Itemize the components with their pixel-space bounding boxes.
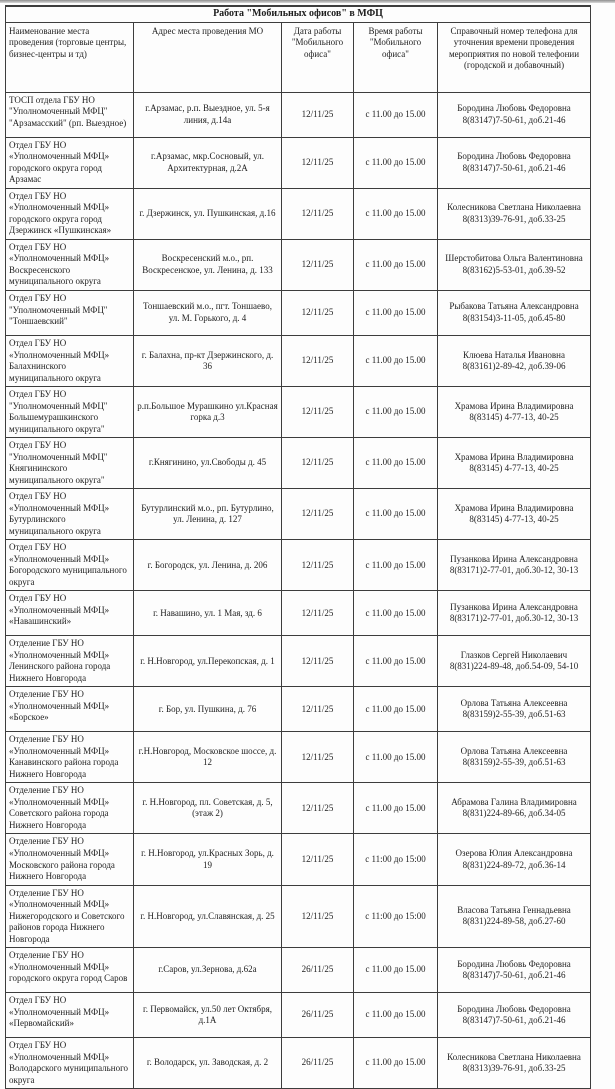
- time-cell: с 11.00 до 15.00: [354, 540, 438, 591]
- contact-phone-number: 8(83171)2-77-01, доб.30-12, 30-13: [449, 613, 579, 624]
- contact-cell: [438, 783, 591, 834]
- table-row: [6, 239, 591, 290]
- contact-cell: [438, 137, 591, 188]
- contact-cell: [438, 540, 591, 591]
- contact-person-name: Бородина Любовь Федоровна: [457, 151, 571, 162]
- contact-person-name: Клюева Наталья Ивановна: [463, 349, 565, 360]
- contact-person-name: Храмова Ирина Владимировна: [454, 502, 574, 513]
- contact-phone-number: 8(831)224-89-66, доб.34-05: [462, 808, 566, 819]
- contact-cell: [438, 335, 591, 386]
- contact-person-name: Колесникова Светлана Николаевна: [447, 202, 581, 213]
- date-cell: 12/11/25: [282, 387, 354, 438]
- contact-phone-number: 8(83145) 4-77-13, 40-25: [469, 514, 559, 525]
- time-cell: с 11.00 до 15.00: [354, 188, 438, 239]
- contact-cell: [438, 591, 591, 636]
- address-cell: г. Дзержинск, ул. Пушкинская, д.16: [134, 188, 282, 239]
- table-row: [6, 489, 591, 540]
- contact-cell: [438, 993, 591, 1038]
- date-cell: 12/11/25: [282, 137, 354, 188]
- address-cell: г.Н.Новгород, Московское шоссе, д. 12: [134, 732, 282, 783]
- table-row: [6, 948, 591, 993]
- contact-person-name: Пузанкова Ирина Александровна: [450, 553, 578, 564]
- contact-cell: [438, 885, 591, 948]
- date-cell: 26/11/25: [282, 993, 354, 1038]
- time-cell: с 11.00 до 15.00: [354, 92, 438, 137]
- org-name-cell: Отделение ГБУ НО «Уполномоченный МФЦ» Московского района города Нижнего Новгорода: [6, 834, 134, 885]
- table-row: [6, 591, 591, 636]
- address-cell: г.Княгинино, ул.Свободы д. 45: [134, 438, 282, 489]
- address-cell: г.Арзамас, р.п. Выездное, ул. 5-я линия, д.14а: [134, 92, 282, 137]
- table-row: [6, 732, 591, 783]
- contact-person-name: Абрамова Галина Владимировна: [451, 796, 577, 807]
- org-name-cell: Отделение ГБУ НО «Уполномоченный МФЦ» городского округа город Саров: [6, 948, 134, 993]
- org-name-cell: Отдел ГБУ НО «Уполномоченный МФЦ» Бутурлинского муниципального округа: [6, 489, 134, 540]
- contact-phone-number: 8(83147)7-50-61, доб.21-46: [462, 162, 566, 173]
- address-cell: р.п.Большое Мурашкино ул.Красная горка д.3: [134, 387, 282, 438]
- contact-phone-number: 8(831)224-89-48, доб.54-09, 54-10: [449, 661, 579, 672]
- address-cell: г. Н.Новгород, ул.Красных Зорь, д. 19: [134, 834, 282, 885]
- time-cell: с 11.00 до 15.00: [354, 290, 438, 335]
- address-cell: г. Навашино, ул. 1 Мая, зд. 6: [134, 591, 282, 636]
- org-name-cell: Отдел ГБУ НО "Уполномоченный МФЦ" Большемурашкинского муниципального округа": [6, 387, 134, 438]
- time-cell: с 11.00 до 15.00: [354, 948, 438, 993]
- address-cell: г. Первомайск, ул.50 лет Октября, д.1А: [134, 993, 282, 1038]
- column-header-time: Время работы "Мобильного офиса": [354, 22, 438, 92]
- column-header-date: Дата работы "Мобильного офиса": [282, 22, 354, 92]
- contact-person-name: Шерстобитова Ольга Валентиновна: [445, 253, 583, 264]
- contact-phone-number: 8(83154)3-11-05, доб.45-80: [462, 312, 566, 323]
- time-cell: с 11.00 до 15.00: [354, 239, 438, 290]
- contact-person-name: Глазков Сергей Николаевич: [460, 649, 568, 660]
- address-cell: г.Арзамас, мкр.Сосновый, ул. Архитектурная, д.2А: [134, 137, 282, 188]
- contact-phone-number: 8(83147)7-50-61, доб.21-46: [462, 1015, 566, 1026]
- date-cell: 12/11/25: [282, 834, 354, 885]
- contact-phone-number: 8(831)224-89-72, доб.36-14: [462, 859, 566, 870]
- table-row: [6, 137, 591, 188]
- org-name-cell: Отделение ГБУ НО «Уполномоченный МФЦ» Канавинского района города Нижнего Новгорода: [6, 732, 134, 783]
- org-name-cell: Отдел ГБУ НО «Уполномоченный МФЦ» городского округа город Арзамас: [6, 137, 134, 188]
- date-cell: 12/11/25: [282, 885, 354, 948]
- contact-phone-number: 8(83162)5-53-01, доб.39-52: [462, 264, 566, 275]
- table-row: [6, 540, 591, 591]
- time-cell: с 11:00 до 15:00: [354, 885, 438, 948]
- contact-cell: [438, 687, 591, 732]
- time-cell: с 11.00 до 15.00: [354, 783, 438, 834]
- address-cell: Бутурлинский м.о., рп. Бутурлино, ул. Ленина, д. 127: [134, 489, 282, 540]
- table-row: [6, 387, 591, 438]
- org-name-cell: Отделение ГБУ НО «Уполномоченный МФЦ» Ленинского района города Нижнего Новгорода: [6, 636, 134, 687]
- date-cell: 12/11/25: [282, 239, 354, 290]
- contact-person-name: Озерова Юлия Александровна: [455, 848, 573, 858]
- contact-phone-number: 8(83145) 4-77-13, 40-25: [469, 463, 559, 474]
- mobile-offices-schedule-table: [5, 5, 591, 1089]
- contact-cell: [438, 387, 591, 438]
- address-cell: г. Богородск, ул. Ленина, д. 206: [134, 540, 282, 591]
- date-cell: 12/11/25: [282, 188, 354, 239]
- time-cell: с 11.00 до 15.00: [354, 489, 438, 540]
- table-row: [6, 290, 591, 335]
- date-cell: 12/11/25: [282, 335, 354, 386]
- table-row: [6, 188, 591, 239]
- time-cell: с 11.00 до 15.00: [354, 335, 438, 386]
- document-page: [0, 3, 615, 1089]
- time-cell: с 11.00 до 15.00: [354, 687, 438, 732]
- contact-cell: [438, 834, 591, 885]
- contact-person-name: Бородина Любовь Федоровна: [457, 1003, 571, 1014]
- contact-phone-number: 8(8313)39-76-91, доб.33-25: [462, 213, 566, 224]
- column-header-address: Адрес места проведения МО: [134, 22, 282, 92]
- date-cell: 12/11/25: [282, 489, 354, 540]
- contact-phone-number: 8(83147)7-50-61, доб.21-46: [462, 970, 566, 981]
- contact-phone-number: 8(83159)2-55-39, доб.51-63: [462, 757, 566, 768]
- contact-cell: [438, 239, 591, 290]
- date-cell: 12/11/25: [282, 636, 354, 687]
- contact-phone-number: 8(83171)2-77-01, доб.30-12, 30-13: [449, 565, 579, 576]
- address-cell: г. Бор, ул. Пушкина, д. 76: [134, 687, 282, 732]
- table-row: [6, 438, 591, 489]
- time-cell: с 11.00 до 15.00: [354, 387, 438, 438]
- time-cell: с 11.00 до 15.00: [354, 438, 438, 489]
- contact-person-name: Власова Татьяна Геннадьевна: [457, 904, 571, 915]
- contact-person-name: Пузанкова Ирина Александровна: [450, 601, 578, 612]
- contact-cell: [438, 1038, 591, 1089]
- contact-cell: [438, 438, 591, 489]
- table-body: [6, 92, 591, 1088]
- contact-person-name: Орлова Татьяна Алексеевна: [460, 697, 568, 708]
- date-cell: 12/11/25: [282, 92, 354, 137]
- address-cell: г.Саров, ул.Зернова, д.62а: [134, 948, 282, 993]
- column-headers-row: [6, 22, 591, 92]
- time-cell: с 11.00 до 15.00: [354, 137, 438, 188]
- contact-cell: [438, 948, 591, 993]
- date-cell: 26/11/25: [282, 948, 354, 993]
- address-cell: г. Володарск, ул. Заводская, д. 2: [134, 1038, 282, 1089]
- contact-person-name: Бородина Любовь Федоровна: [457, 103, 571, 114]
- org-name-cell: Отдел ГБУ НО "Уполномоченный МФЦ" Княгининского муниципального округа": [6, 438, 134, 489]
- column-header-phone: Справочный номер телефона для уточнения времени проведения мероприятия по новой телефонии (городской и добавочный): [438, 22, 591, 92]
- org-name-cell: Отдел ГБУ НО «Уполномоченный МФЦ» Володарского муниципального округа: [6, 1038, 134, 1089]
- contact-person-name: Рыбакова Татьяна Александровна: [449, 301, 579, 312]
- date-cell: 12/11/25: [282, 687, 354, 732]
- contact-person-name: Орлова Татьяна Алексеевна: [460, 745, 568, 756]
- contact-cell: [438, 188, 591, 239]
- org-name-cell: Отдел ГБУ НО «Уполномоченный МФЦ» Балахнинского муниципального округа: [6, 335, 134, 386]
- table-row: [6, 993, 591, 1038]
- date-cell: 12/11/25: [282, 591, 354, 636]
- date-cell: 26/11/25: [282, 1038, 354, 1089]
- date-cell: 12/11/25: [282, 540, 354, 591]
- table-title-row: [6, 6, 591, 22]
- contact-phone-number: 8(83161)2-89-42, доб.39-06: [462, 361, 566, 372]
- contact-person-name: Храмова Ирина Владимировна: [454, 400, 574, 411]
- org-name-cell: Отдел ГБУ НО «Уполномоченный МФЦ» Богородского муниципального округа: [6, 540, 134, 591]
- contact-phone-number: 8(83145) 4-77-13, 40-25: [469, 412, 559, 423]
- contact-phone-number: 8(83147)7-50-61, доб.21-46: [462, 114, 566, 125]
- table-row: [6, 783, 591, 834]
- contact-cell: [438, 489, 591, 540]
- time-cell: с 11.00 до 15.00: [354, 1038, 438, 1089]
- contact-phone-number: 8(8313)39-76-91, доб.33-25: [462, 1063, 566, 1074]
- table-row: [6, 636, 591, 687]
- org-name-cell: Отделение ГБУ НО «Уполномоченный МФЦ» Советского района города Нижнего Новгорода: [6, 783, 134, 834]
- org-name-cell: Отделение ГБУ НО «Уполномоченный МФЦ» Нижегородского и Советского районов города Нижнего Новгорода: [6, 885, 134, 948]
- contact-cell: [438, 92, 591, 137]
- date-cell: 12/11/25: [282, 783, 354, 834]
- org-name-cell: Отделение ГБУ НО «Уполномоченный МФЦ» «Борское»: [6, 687, 134, 732]
- org-name-cell: ТОСП отдела ГБУ НО "Уполномоченный МФЦ" "Арзамасский" (рп. Выездное): [6, 92, 134, 137]
- contact-person-name: Бородина Любовь Федоровна: [457, 958, 571, 969]
- table-row: [6, 92, 591, 137]
- table-row: [6, 1038, 591, 1089]
- date-cell: 12/11/25: [282, 438, 354, 489]
- org-name-cell: Отдел ГБУ НО «Уполномоченный МФЦ» «Навашинский»: [6, 591, 134, 636]
- address-cell: г. Н.Новгород, ул.Славянская, д. 25: [134, 885, 282, 948]
- table-row: [6, 834, 591, 885]
- column-header-venue-name: Наименование места проведения (торговые центры, бизнес-центры и тд): [6, 22, 134, 92]
- time-cell: с 11:00 до 15:00: [354, 834, 438, 885]
- address-cell: г. Балахна, пр-кт Дзержинского, д. 36: [134, 335, 282, 386]
- table-row: [6, 885, 591, 948]
- org-name-cell: Отдел ГБУ НО «Уполномоченный МФЦ» Воскресенского муниципального округа: [6, 239, 134, 290]
- address-cell: г. Н.Новгород, ул.Перекопская, д. 1: [134, 636, 282, 687]
- contact-cell: [438, 290, 591, 335]
- contact-cell: [438, 732, 591, 783]
- date-cell: 12/11/25: [282, 290, 354, 335]
- org-name-cell: Отдел ГБУ НО «Уполномоченный МФЦ» «Первомайский»: [6, 993, 134, 1038]
- address-cell: Тоншаевский м.о., пгт. Тоншаево, ул. М. Горького, д. 4: [134, 290, 282, 335]
- contact-person-name: Колесникова Светлана Николаевна: [447, 1051, 581, 1062]
- contact-phone-number: 8(83159)2-55-39, доб.51-63: [462, 709, 566, 720]
- contact-person-name: Храмова Ирина Владимировна: [454, 451, 574, 462]
- address-cell: Воскресенский м.о., рп. Воскресенское, ул. Ленина, д. 133: [134, 239, 282, 290]
- date-cell: 12/11/25: [282, 732, 354, 783]
- contact-phone-number: 8(831)224-89-58, доб.27-60: [462, 916, 566, 927]
- table-title: Работа "Мобильных офисов" в МФЦ: [6, 6, 591, 22]
- org-name-cell: Отдел ГБУ НО «Уполномоченный МФЦ» городского округа город Дзержинск «Пушкинская»: [6, 188, 134, 239]
- time-cell: с 11.00 до 15.00: [354, 732, 438, 783]
- table-row: [6, 335, 591, 386]
- contact-cell: [438, 636, 591, 687]
- address-cell: г. Н.Новгород, пл. Советская, д. 5, (этаж 2): [134, 783, 282, 834]
- time-cell: с 11.00 до 15.00: [354, 636, 438, 687]
- time-cell: с 11.00 до 15.00: [354, 591, 438, 636]
- org-name-cell: Отдел ГБУ НО "Уполномоченный МФЦ" "Тоншаевский": [6, 290, 134, 335]
- table-row: [6, 687, 591, 732]
- time-cell: с 11.00 до 15.00: [354, 993, 438, 1038]
